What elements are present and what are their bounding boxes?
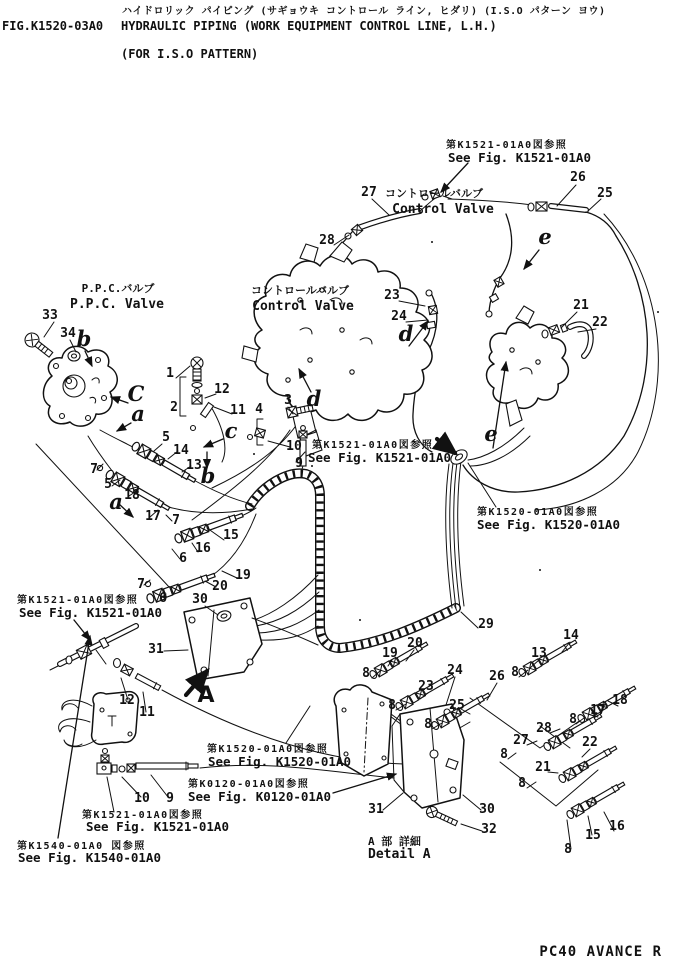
- fitting-12-11-bottom: [114, 659, 162, 692]
- callout-8: 8: [500, 747, 508, 762]
- see-fig-mid-jp: 第K1521-01A0図参照: [312, 440, 434, 451]
- fitting-stack-1-2-12-11: [180, 357, 213, 431]
- figure-number: FIG.K1520-03A0: [2, 19, 104, 33]
- callout-21: 21: [535, 760, 551, 775]
- control-valve-top-label-jp: コントロールバルブ: [384, 187, 484, 200]
- callout-17: 17: [145, 509, 161, 524]
- callout-14: 14: [563, 628, 579, 643]
- callout-34: 34: [60, 326, 76, 341]
- callout-3: 3: [284, 393, 292, 408]
- callout-30: 30: [192, 592, 208, 607]
- callout-8: 8: [424, 717, 432, 732]
- title-english: HYDRAULIC PIPING (WORK EQUIPMENT CONTROL LINE, L.H.): [121, 19, 497, 33]
- asm-17-18: [576, 683, 637, 724]
- callout-22: 22: [592, 315, 608, 330]
- see-fig-bottom-left-2-en: See Fig. K1521-01A0: [86, 819, 229, 834]
- callout-27: 27: [513, 733, 529, 748]
- callout-11: 11: [230, 403, 246, 418]
- port-letter-d: d: [398, 321, 414, 346]
- callout-25: 25: [597, 186, 613, 201]
- see-fig-bottom-left-2-jp: 第K1521-01A0図参照: [82, 810, 204, 821]
- port-letter-c: c: [224, 418, 238, 443]
- callout-5: 5: [104, 477, 112, 492]
- callout-2: 2: [170, 400, 178, 415]
- callout-13: 13: [531, 646, 547, 661]
- callout-23: 23: [384, 288, 400, 303]
- callout-26: 26: [489, 669, 505, 684]
- bolt-32: [425, 805, 459, 829]
- see-fig-left-en: See Fig. K1521-01A0: [19, 605, 162, 620]
- title-subtitle: (FOR I.S.O PATTERN): [121, 47, 259, 61]
- washer-34: [68, 351, 80, 361]
- port-letter-A: A: [197, 683, 215, 708]
- tee-run-9-10-bottom: [97, 749, 198, 775]
- port-letter-b: b: [200, 463, 216, 488]
- callout-6: 6: [179, 551, 187, 566]
- callout-7: 7: [90, 462, 98, 477]
- callout-12: 12: [119, 693, 135, 708]
- callout-16: 16: [195, 541, 211, 556]
- callout-24: 24: [447, 663, 463, 678]
- see-fig-bottom-center-en: See Fig. K1520-01A0: [208, 754, 351, 769]
- callout-30: 30: [479, 802, 495, 817]
- title-japanese: ハイドロリック パイピング (サギョウキ コントロール ライン, ヒダリ) (I.S.O パターン ヨウ): [122, 6, 606, 17]
- see-fig-bottom-center-2-en: See Fig. K0120-01A0: [188, 789, 331, 804]
- detail-a-label-jp: A 部 詳細: [368, 835, 421, 848]
- control-valve-center-label-jp: コントロールバルブ: [250, 284, 350, 297]
- callout-7: 7: [137, 577, 145, 592]
- ppc-valve-body: [43, 346, 117, 426]
- callout-26: 26: [570, 170, 586, 185]
- control-valve-center-body: [242, 242, 432, 456]
- callout-16: 16: [609, 819, 625, 834]
- callout-20: 20: [407, 636, 423, 651]
- callout-19: 19: [382, 646, 398, 661]
- callout-5: 5: [162, 430, 170, 445]
- port-letter-C: C: [127, 381, 145, 406]
- callout-13: 13: [186, 458, 202, 473]
- ppc-valve-label-jp: P.P.C.バルブ: [81, 282, 155, 295]
- callout-8: 8: [569, 712, 577, 727]
- callout-12: 12: [214, 382, 230, 397]
- callout-8: 8: [518, 776, 526, 791]
- see-fig-bottom-left-jp: 第K1540-01A0 図参照: [17, 841, 146, 852]
- port-letter-b: b: [76, 326, 92, 351]
- control-valve-top-label-en: Control Valve: [392, 202, 494, 217]
- callout-6: 6: [159, 591, 167, 606]
- port-letter-e: e: [484, 421, 498, 446]
- callout-33: 33: [42, 308, 58, 323]
- callout-32: 32: [481, 822, 497, 837]
- callout-31: 31: [148, 642, 164, 657]
- callout-27: 27: [361, 185, 377, 200]
- fitting-28: [345, 224, 363, 239]
- callout-18: 18: [612, 693, 628, 708]
- callout-17: 17: [590, 703, 606, 718]
- callout-8: 8: [511, 665, 519, 680]
- callout-23: 23: [418, 679, 434, 694]
- see-fig-left-jp: 第K1521-01A0図参照: [17, 595, 139, 606]
- see-fig-top-right-en: See Fig. K1521-01A0: [448, 150, 591, 165]
- callout-10: 10: [286, 439, 302, 454]
- callout-22: 22: [582, 735, 598, 750]
- see-fig-right-en: See Fig. K1520-01A0: [477, 517, 620, 532]
- callout-18: 18: [124, 488, 140, 503]
- callout-31: 31: [368, 802, 384, 817]
- callout-15: 15: [223, 528, 239, 543]
- callout-19: 19: [235, 568, 251, 583]
- see-fig-mid-en: See Fig. K1521-01A0: [308, 450, 451, 465]
- bolt-33: [22, 330, 55, 360]
- see-fig-top-right-jp: 第K1521-01A0図参照: [446, 140, 568, 151]
- callout-28: 28: [536, 721, 552, 736]
- callout-7: 7: [172, 513, 180, 528]
- callout-25: 25: [449, 698, 465, 713]
- callout-9: 9: [295, 456, 303, 471]
- bracket-30-31-left: [184, 598, 318, 680]
- see-fig-bottom-center-jp: 第K1520-01A0図参照: [207, 744, 329, 755]
- callout-20: 20: [212, 579, 228, 594]
- callout-15: 15: [585, 828, 601, 843]
- asm-15-16: [565, 779, 626, 820]
- oring-7: [97, 465, 102, 470]
- callout-14: 14: [173, 443, 189, 458]
- callout-29: 29: [478, 617, 494, 632]
- callout-24: 24: [391, 309, 407, 324]
- fitting-26: [528, 202, 547, 211]
- port-letter-e: e: [538, 224, 552, 249]
- port-letter-d: d: [306, 386, 322, 411]
- callout-8: 8: [362, 666, 370, 681]
- fitting-e-hose: [486, 277, 504, 317]
- detail-a-label-en: Detail A: [368, 847, 431, 862]
- tee-assembly-left: [50, 626, 136, 670]
- callout-4: 4: [255, 402, 263, 417]
- callout-11: 11: [139, 705, 155, 720]
- control-valve-center-label-en: Control Valve: [252, 299, 354, 314]
- model-label: PC40 AVANCE R: [539, 944, 662, 960]
- port-letter-a: a: [131, 401, 145, 426]
- ppc-valve-label-en: P.P.C. Valve: [70, 297, 164, 312]
- port-letter-a: a: [109, 489, 123, 514]
- callout-1: 1: [166, 366, 174, 381]
- see-fig-bottom-center-2-jp: 第K0120-01A0図参照: [188, 779, 310, 790]
- see-fig-bottom-left-en: See Fig. K1540-01A0: [18, 850, 161, 865]
- callout-28: 28: [319, 233, 335, 248]
- callout-10: 10: [134, 791, 150, 806]
- callout-9: 9: [166, 791, 174, 806]
- callout-21: 21: [573, 298, 589, 313]
- callout-8: 8: [564, 842, 572, 857]
- callout-8: 8: [388, 698, 396, 713]
- see-fig-right-jp: 第K1520-01A0図参照: [477, 507, 599, 518]
